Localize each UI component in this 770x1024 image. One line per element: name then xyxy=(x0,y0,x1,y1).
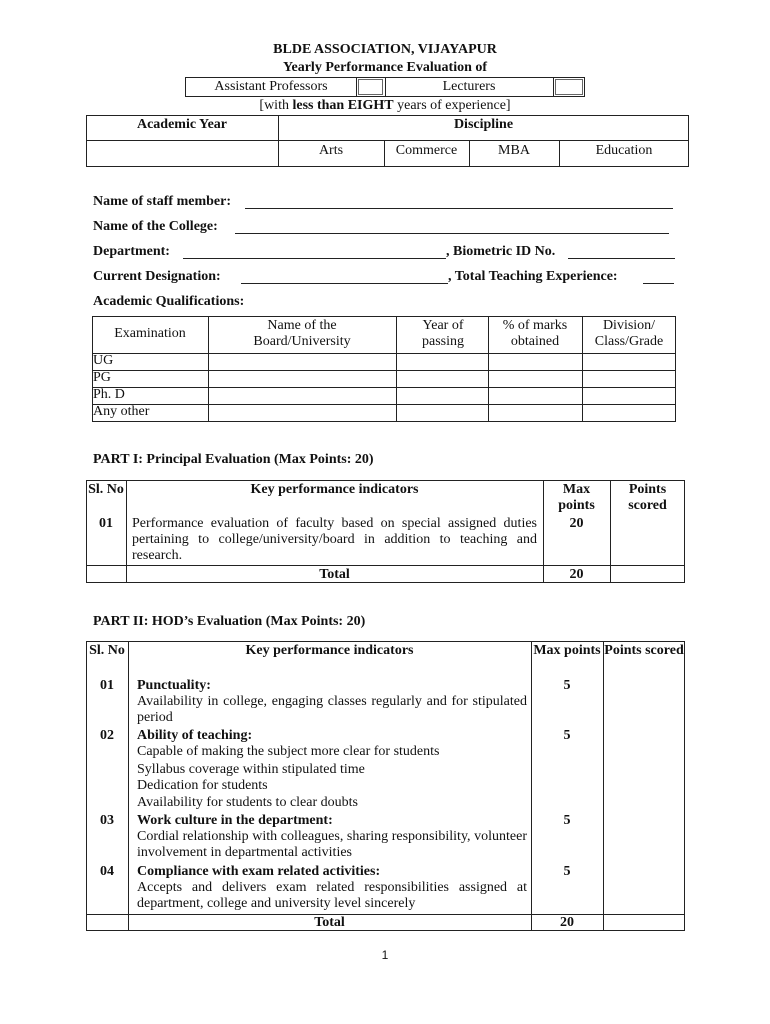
part1-total-score-field[interactable] xyxy=(611,566,684,582)
discipline-mba[interactable]: MBA xyxy=(498,143,530,158)
part2-header-sl: Sl. No xyxy=(89,643,125,658)
part2-total-value: 20 xyxy=(560,915,574,930)
lecturers-checkbox[interactable] xyxy=(555,79,583,95)
part1-header-scored: Points scored xyxy=(628,482,667,513)
part1-header-max: Max points xyxy=(558,482,595,513)
part2-row2-sl: 02 xyxy=(100,728,114,743)
qual-row-ug: UG xyxy=(93,353,114,368)
designation-field[interactable] xyxy=(241,269,448,284)
part2-title: PART II: HOD’s Evaluation (Max Points: 20) xyxy=(93,614,366,629)
part1-row-sl: 01 xyxy=(99,516,113,531)
part2-row1-sl: 01 xyxy=(100,678,114,693)
discipline-commerce[interactable]: Commerce xyxy=(395,143,458,158)
part1-header-kpi: Key performance indicators xyxy=(250,482,419,497)
assistant-professors-checkbox[interactable] xyxy=(358,79,383,95)
part2-row2-head: Ability of teaching: xyxy=(137,728,253,743)
form-title: Yearly Performance Evaluation of xyxy=(282,60,488,75)
qual-header-examination: Examination xyxy=(114,326,186,341)
designation-label: Current Designation: xyxy=(93,269,221,284)
part2-row3-max: 5 xyxy=(563,813,571,828)
part2-row4-max: 5 xyxy=(563,864,571,879)
department-label: Department: xyxy=(93,244,170,259)
option-lecturers: Lecturers xyxy=(442,79,496,94)
part2-header-kpi: Key performance indicators xyxy=(245,643,414,658)
part2-row1-max: 5 xyxy=(563,678,571,693)
part2-row1-head: Punctuality: xyxy=(137,678,211,693)
college-name-label: Name of the College: xyxy=(93,219,218,234)
staff-name-label: Name of staff member: xyxy=(93,194,231,209)
qual-header-board: Name of the Board/University xyxy=(253,318,351,349)
part2-row3-sl: 03 xyxy=(100,813,114,828)
part2-row4-head: Compliance with exam related activities: xyxy=(137,864,381,879)
part2-row3-head: Work culture in the department: xyxy=(137,813,333,828)
part2-row2-line1: Capable of making the subject more clear for students xyxy=(137,744,440,759)
discipline-label: Discipline xyxy=(453,117,514,132)
qual-header-division: Division/ Class/Grade xyxy=(594,318,664,349)
org-title: BLDE ASSOCIATION, VIJAYAPUR xyxy=(273,42,497,57)
college-name-field[interactable] xyxy=(235,219,669,234)
part2-score-field[interactable] xyxy=(604,676,684,913)
experience-field[interactable] xyxy=(643,269,674,284)
part2-row2-line3: Dedication for students xyxy=(137,778,268,793)
part2-header-max: Max points xyxy=(533,643,601,658)
experience-label: , Total Teaching Experience: xyxy=(448,269,618,284)
part1-total-value: 20 xyxy=(569,567,584,582)
qual-row-phd: Ph. D xyxy=(93,387,125,402)
qual-row-pg: PG xyxy=(93,370,111,385)
discipline-arts[interactable]: Arts xyxy=(318,143,344,158)
part2-row1-desc: Availability in college, engaging classes regularly and for stipulated period xyxy=(137,694,527,725)
academic-year-label: Academic Year xyxy=(136,117,228,132)
part1-row-max: 20 xyxy=(569,516,584,531)
qual-row-other: Any other xyxy=(93,404,150,419)
qual-header-year: Year of passing xyxy=(422,318,464,349)
part1-row-score-field[interactable] xyxy=(611,510,684,564)
part2-row2-max: 5 xyxy=(563,728,571,743)
part2-total-score-field[interactable] xyxy=(604,915,684,930)
part2-row4-sl: 04 xyxy=(100,864,114,879)
department-field[interactable] xyxy=(183,244,446,259)
part1-row-kpi: Performance evaluation of faculty based on special assigned duties pertaining to college/university/board in addition to teaching and research. xyxy=(132,516,537,563)
part1-header-sl: Sl. No xyxy=(88,482,124,497)
part2-header-scored: Points scored xyxy=(604,643,684,658)
discipline-education[interactable]: Education xyxy=(595,143,653,158)
part2-row2-line4: Availability for students to clear doubts xyxy=(137,795,358,810)
part1-title: PART I: Principal Evaluation (Max Points: 20) xyxy=(93,452,374,467)
biometric-label: , Biometric ID No. xyxy=(446,244,556,259)
option-assistant-professors: Assistant Professors xyxy=(214,79,328,94)
staff-name-field[interactable] xyxy=(245,194,673,209)
biometric-field[interactable] xyxy=(568,244,675,259)
part2-row4-desc: Accepts and delivers exam related responsibilities assigned at department, college and university level sincerely xyxy=(137,880,527,911)
experience-note: [with less than EIGHT years of experience] xyxy=(259,98,511,113)
page-number: 1 xyxy=(381,948,389,962)
part2-total-label: Total xyxy=(314,915,345,930)
qualifications-label: Academic Qualifications: xyxy=(93,294,245,309)
part2-row2-line2: Syllabus coverage within stipulated time xyxy=(137,762,365,777)
qual-header-marks: % of marks obtained xyxy=(502,318,568,349)
part2-row3-desc: Cordial relationship with colleagues, sharing responsibility, volunteer involvement in departmental activities xyxy=(137,829,527,860)
part1-total-label: Total xyxy=(319,567,350,582)
